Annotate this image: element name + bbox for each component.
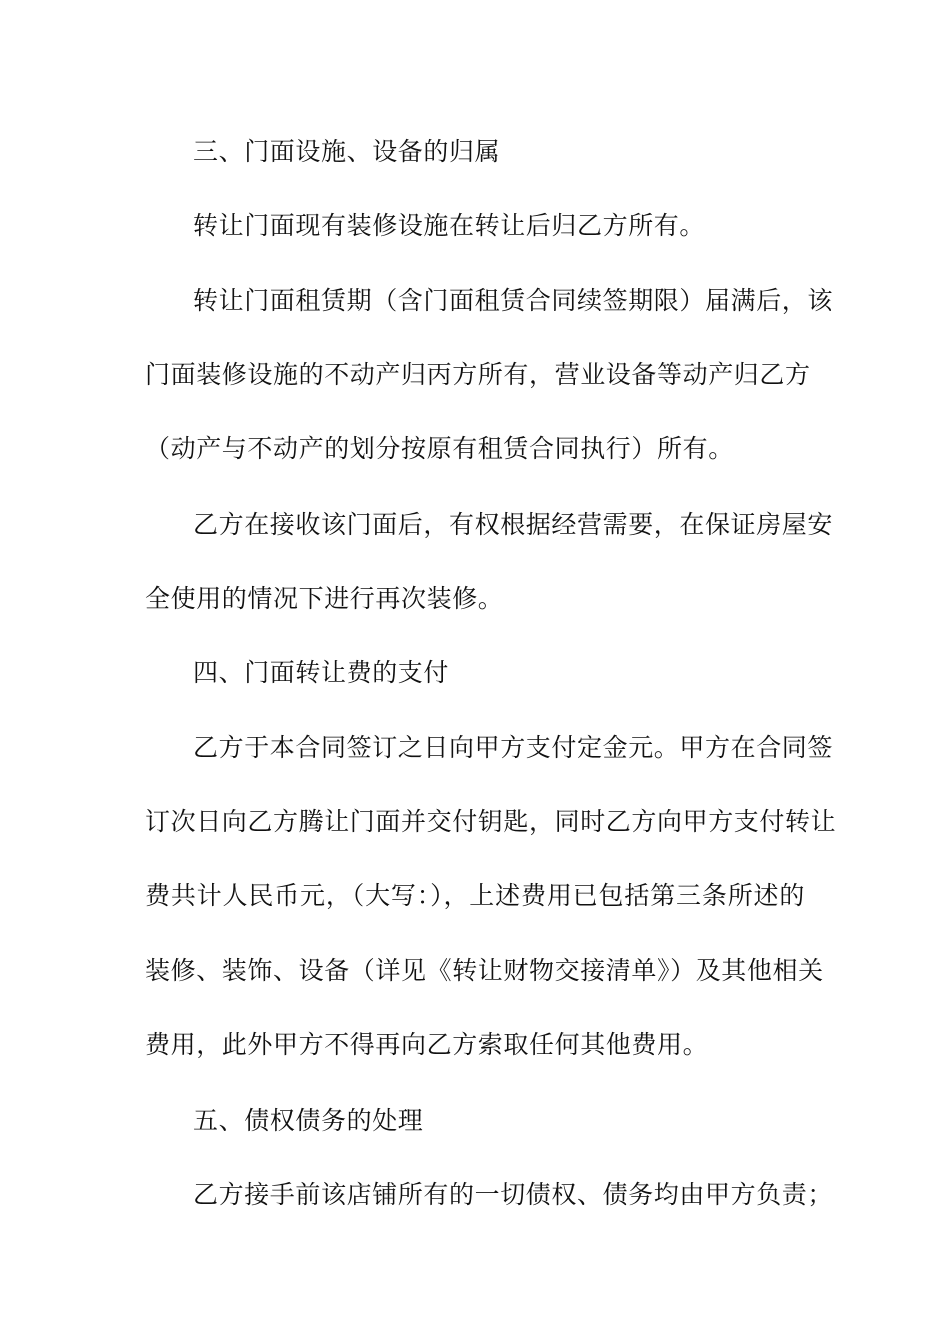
section-heading-5: 五、债权债务的处理 [193, 1106, 424, 1135]
paragraph-line: 装修、装饰、设备（详见《转让财物交接清单》）及其他相关 [145, 956, 824, 985]
paragraph-line: 费用，此外甲方不得再向乙方索取任何其他费用。 [145, 1030, 709, 1059]
paragraph-line: 费共计人民币元，（大写：），上述费用已包括第三条所述的 [145, 881, 805, 910]
paragraph-line: 门面装修设施的不动产归丙方所有，营业设备等动产归乙方 [145, 360, 811, 389]
paragraph-line: 转让门面租赁期（含门面租赁合同续签期限）届满后，该 [193, 286, 834, 315]
paragraph-line: 全使用的情况下进行再次装修。 [145, 584, 504, 613]
section-heading-4: 四、门面转让费的支付 [193, 658, 450, 687]
section-heading-3: 三、门面设施、设备的归属 [193, 137, 501, 166]
paragraph-line: 乙方于本合同签订之日向甲方支付定金元。甲方在合同签 [193, 733, 834, 762]
paragraph-line: 乙方接手前该店铺所有的一切债权、债务均由甲方负责； [193, 1180, 834, 1209]
paragraph-line: 订次日向乙方腾让门面并交付钥匙，同时乙方向甲方支付转让 [145, 807, 837, 836]
paragraph-line: （动产与不动产的划分按原有租赁合同执行）所有。 [145, 434, 734, 463]
paragraph-line: 乙方在接收该门面后，有权根据经营需要，在保证房屋安 [193, 510, 834, 539]
paragraph-line: 转让门面现有装修设施在转让后归乙方所有。 [193, 211, 706, 240]
